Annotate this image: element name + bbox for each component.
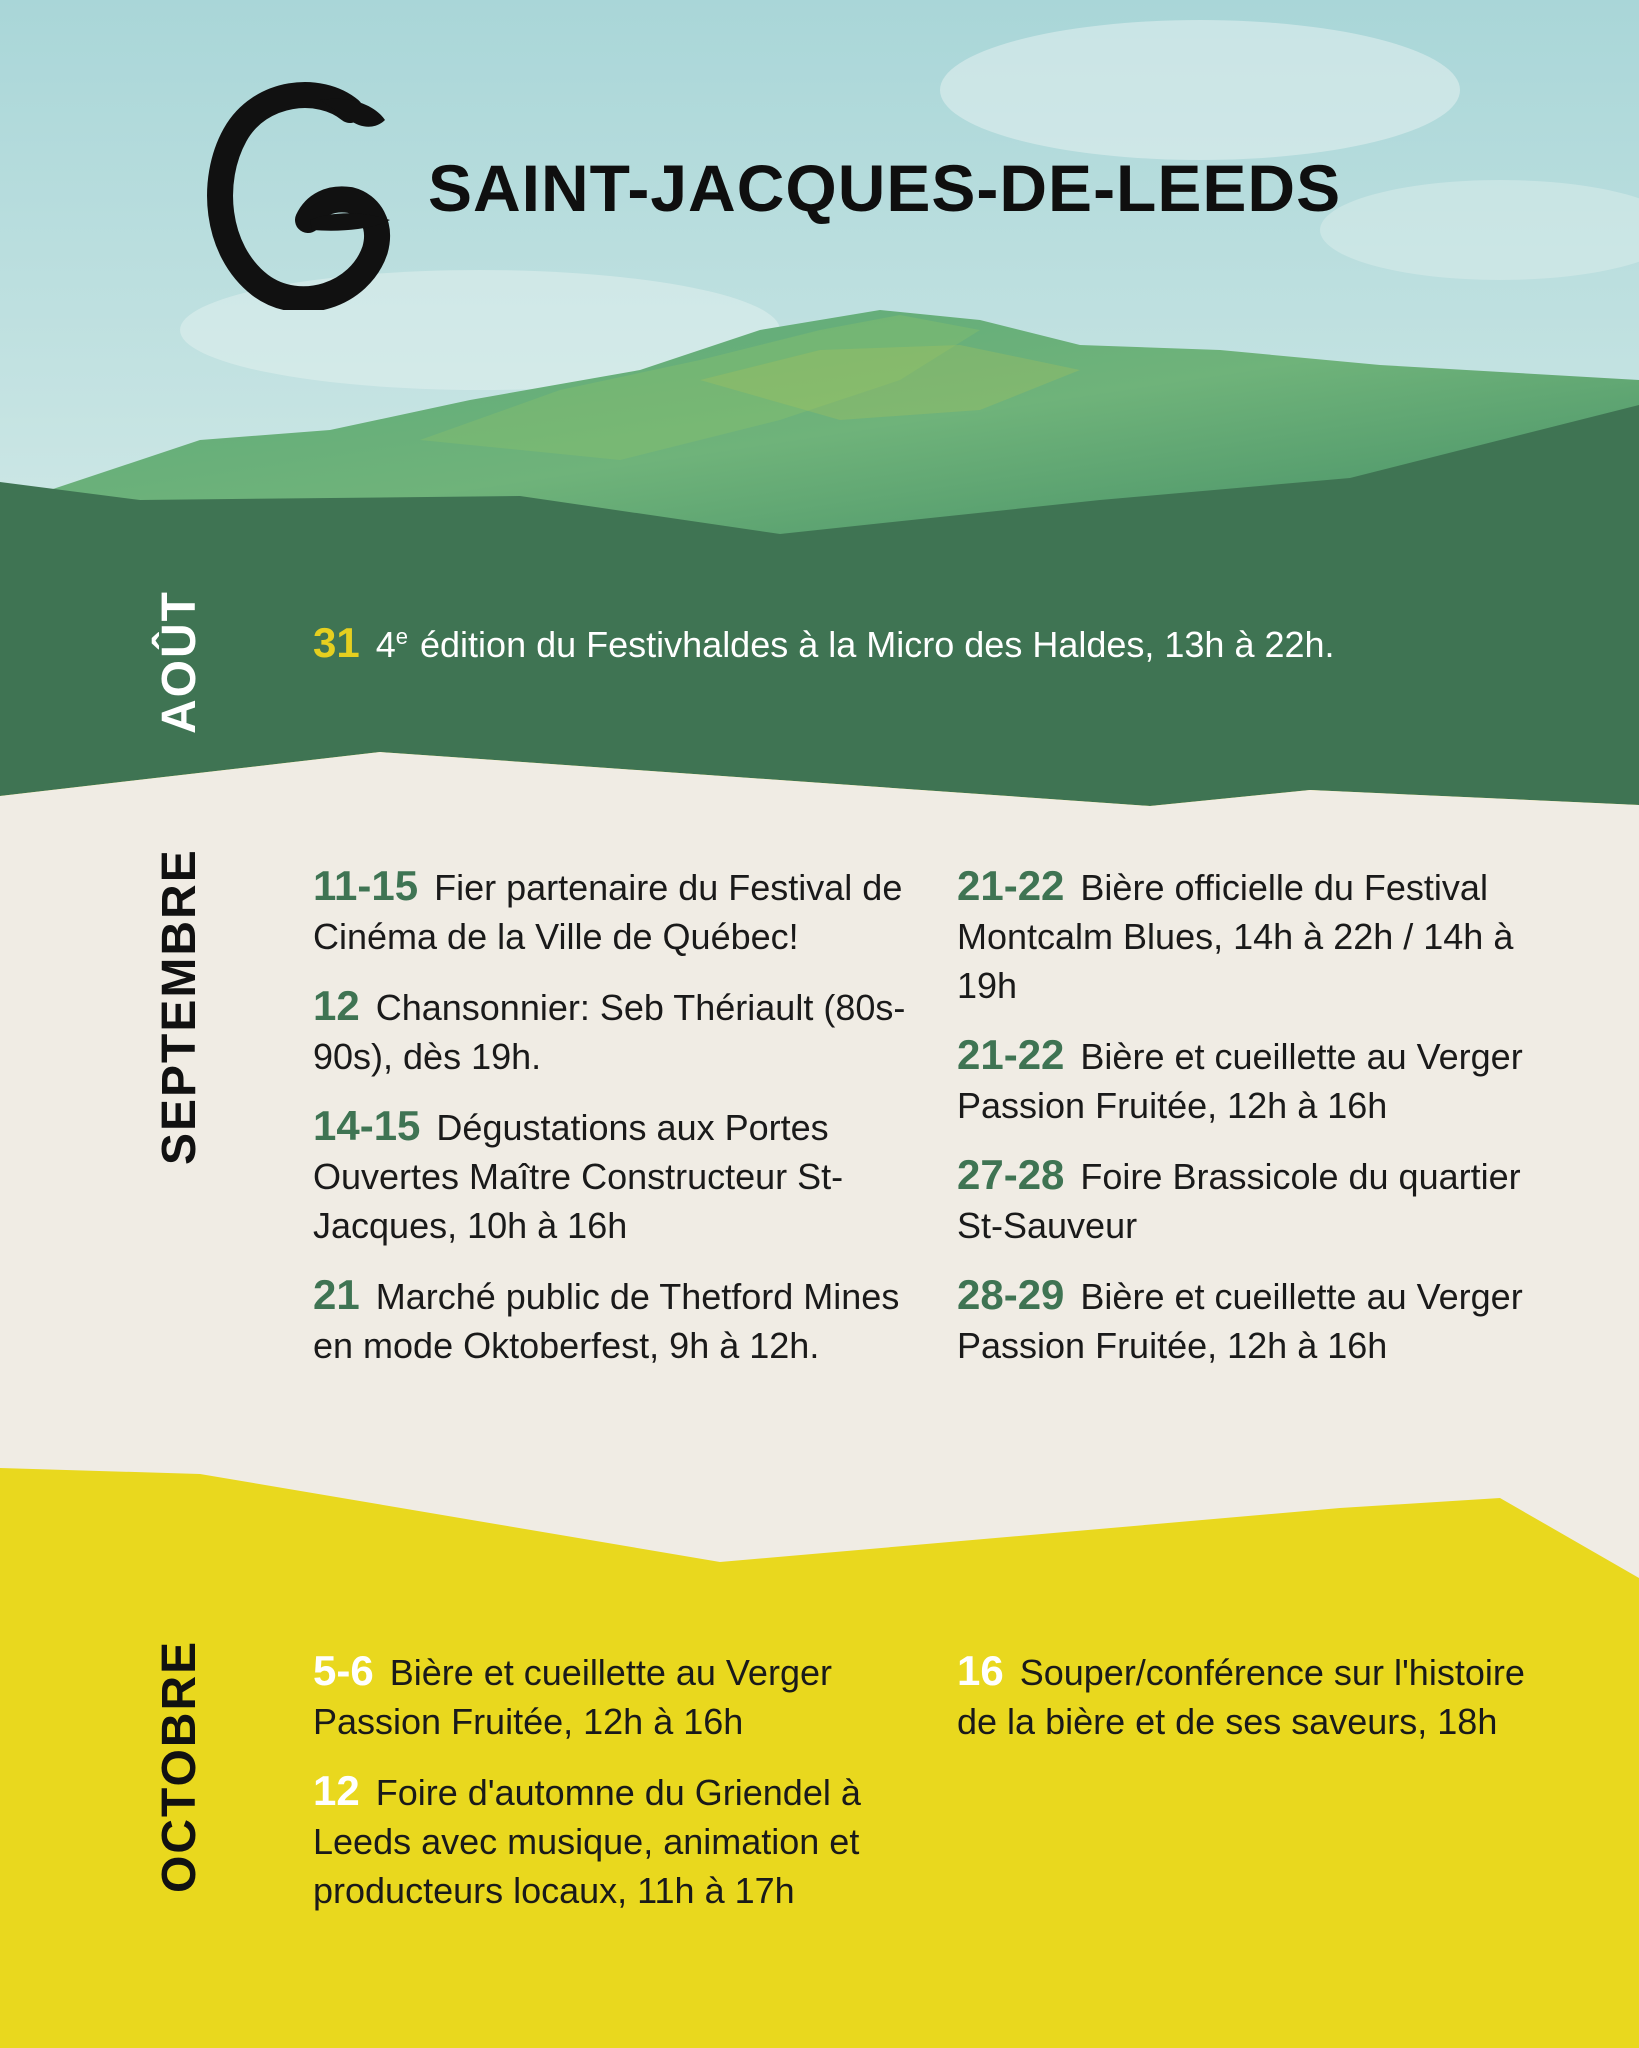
event-date: 28-29 [957,1271,1065,1318]
event-item [957,1270,1567,1370]
event-item [313,618,1613,669]
event-item [313,1646,953,1746]
event-text: édition du Festivhaldes à la Micro des Haldes, 13h à 22h. [410,624,1335,665]
event-list-septembre-right [957,861,1567,1390]
brand-title: SAINT-JACQUES-DE-LEEDS [428,151,1342,225]
event-date: 12 [313,982,360,1029]
event-list-octobre-left [313,1646,953,1935]
event-text: Fier partenaire du Festival de Cinéma de la Ville de Québec! [313,867,903,957]
event-date: 14-15 [313,1102,421,1149]
event-item [957,1646,1567,1746]
event-list-octobre-right [957,1646,1567,1766]
event-date: 11-15 [313,862,419,909]
event-item [313,1766,953,1915]
g-brush-logo [200,80,400,310]
event-text: Marché public de Thetford Mines en mode Oktoberfest, 9h à 12h. [313,1276,900,1366]
month-label-octobre: OCTOBRE [153,1639,206,1893]
event-text: Bière officielle du Festival Montcalm Blues, 14h à 22h / 14h à 19h [957,867,1514,1006]
event-item [957,1030,1567,1130]
event-text: Bière et cueillette au Verger Passion Fruitée, 12h à 16h [313,1652,832,1742]
event-text: Dégustations aux Portes Ouvertes Maître Constructeur St-Jacques, 10h à 16h [313,1107,844,1246]
event-text: Foire d'automne du Griendel à Leeds avec musique, animation et producteurs locaux, 11h à 17h [313,1772,861,1911]
event-item [313,1270,923,1370]
event-item [313,981,923,1081]
event-date: 12 [313,1767,360,1814]
event-text: Foire Brassicole du quartier St-Sauveur [957,1156,1521,1246]
event-date: 27-28 [957,1151,1065,1198]
event-item [957,1150,1567,1250]
event-date: 31 [313,619,360,666]
event-date: 21-22 [957,1031,1065,1078]
month-label-aout: AOÛT [153,590,206,734]
event-list-septembre-left [313,861,923,1390]
event-item [313,1101,923,1250]
event-item [957,861,1567,1010]
event-item [313,861,923,961]
event-text: Bière et cueillette au Verger Passion Fruitée, 12h à 16h [957,1036,1523,1126]
header [0,0,1639,330]
event-date: 5-6 [313,1647,374,1694]
event-date: 21-22 [957,862,1065,909]
event-list-aout [313,618,1613,689]
event-date: 16 [957,1647,1004,1694]
event-text: Chansonnier: Seb Thériault (80s-90s), dès 19h. [313,987,906,1077]
event-date: 21 [313,1271,360,1318]
event-text: Bière et cueillette au Verger Passion Fruitée, 12h à 16h [957,1276,1523,1366]
event-ordinal: 4 [375,624,396,665]
event-ordinal-sup: e [395,624,408,649]
event-text: Souper/conférence sur l'histoire de la bière et de ses saveurs, 18h [957,1652,1525,1742]
month-label-septembre: SEPTEMBRE [153,848,206,1165]
